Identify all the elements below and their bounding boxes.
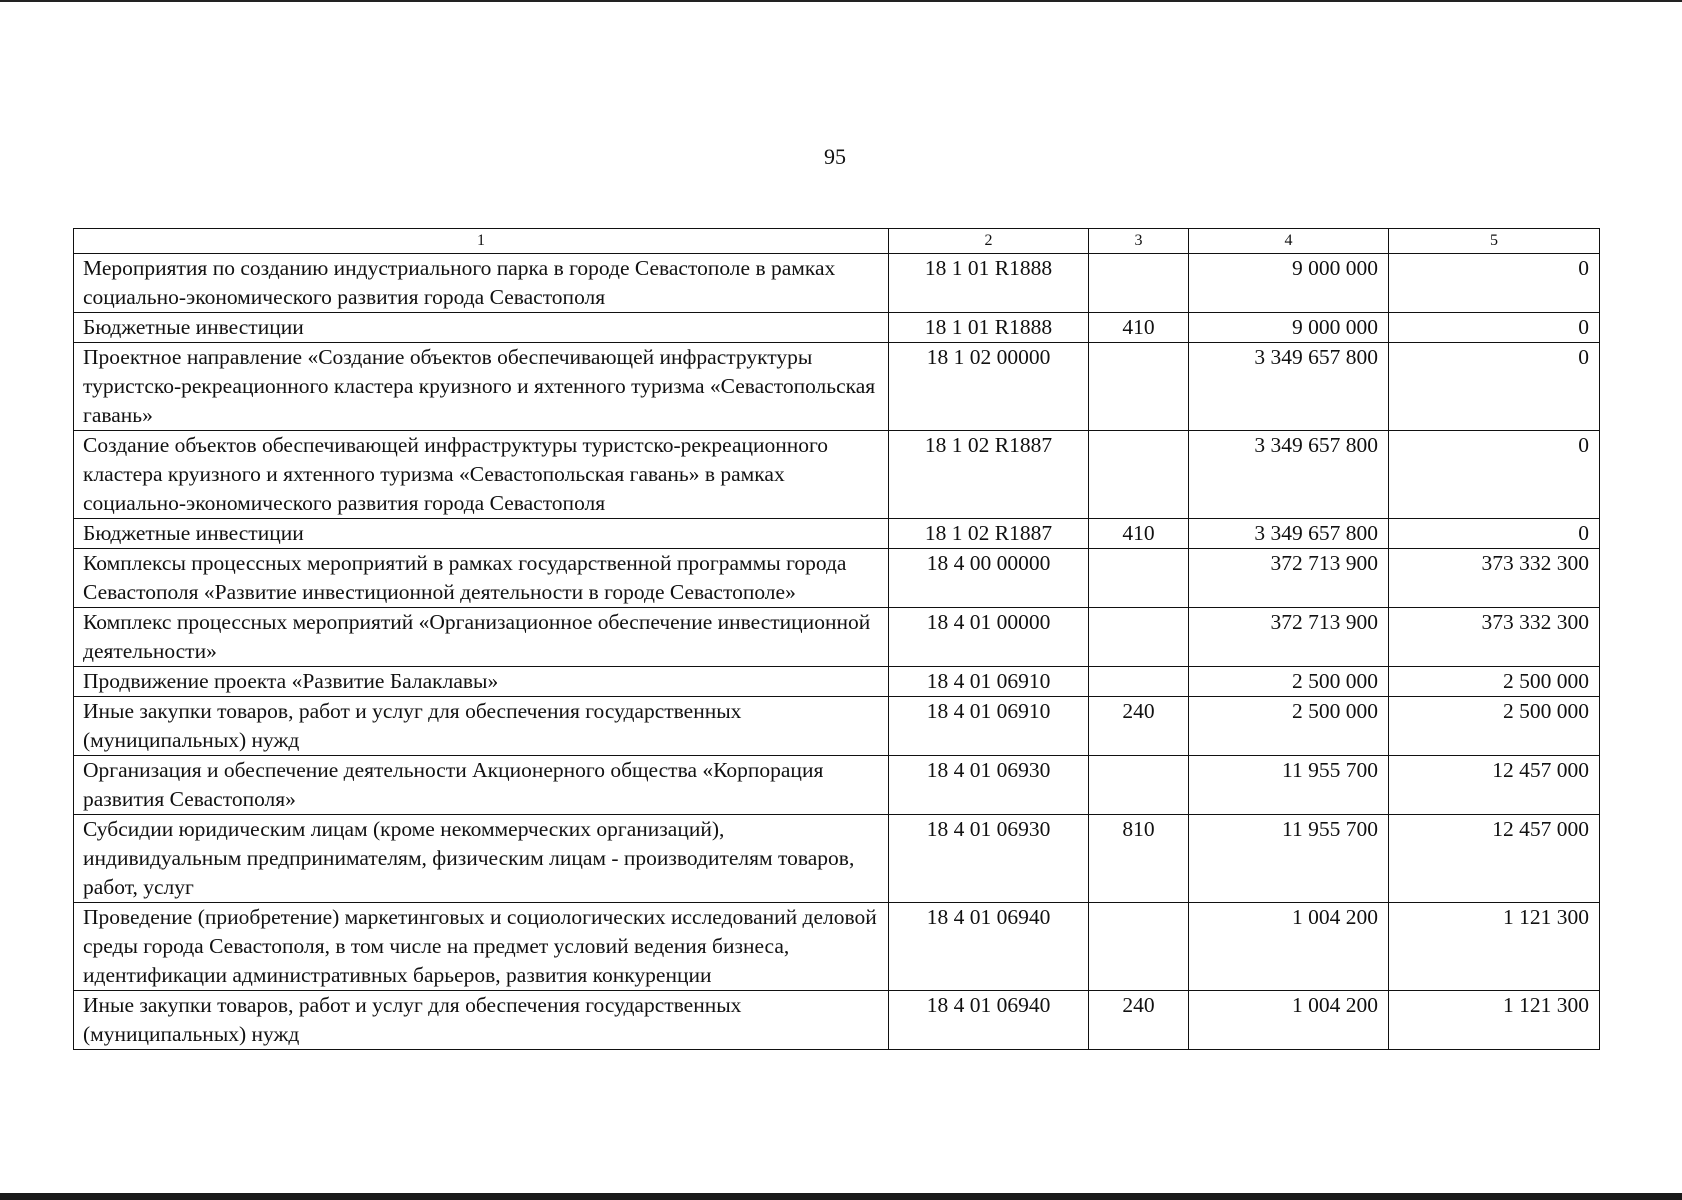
row-amount-col4: 9 000 000 [1189,313,1389,343]
header-col-4: 4 [1189,229,1389,254]
row-amount-col5: 2 500 000 [1389,697,1600,756]
row-amount-col5: 2 500 000 [1389,667,1600,697]
table-row [74,608,1600,667]
table-row [74,431,1600,519]
row-amount-col4: 11 955 700 [1189,815,1389,903]
row-code: 18 4 01 06930 [889,815,1089,903]
row-code: 18 4 01 06910 [889,667,1089,697]
row-amount-col4: 3 349 657 800 [1189,519,1389,549]
row-name: Комплексы процессных мероприятий в рамках государственной программы города Севастополя «Развитие инвестиционной деятельности в городе Севастополе» [74,549,889,608]
row-amount-col5: 0 [1389,431,1600,519]
row-expense-type: 810 [1089,815,1189,903]
row-code: 18 1 01 R1888 [889,254,1089,313]
table-row [74,756,1600,815]
row-name: Иные закупки товаров, работ и услуг для обеспечения государственных (муниципальных) нужд [74,991,889,1050]
row-code: 18 1 01 R1888 [889,313,1089,343]
row-name: Бюджетные инвестиции [74,519,889,549]
row-name: Иные закупки товаров, работ и услуг для обеспечения государственных (муниципальных) нужд [74,697,889,756]
row-expense-type: 240 [1089,991,1189,1050]
row-expense-type: 410 [1089,313,1189,343]
row-code: 18 1 02 R1887 [889,519,1089,549]
table-row [74,667,1600,697]
row-name: Проведение (приобретение) маркетинговых и социологических исследований деловой среды города Севастополя, в том числе на предмет условий ведения бизнеса, идентификации административных барьеров, развития конкуренции [74,903,889,991]
row-amount-col4: 2 500 000 [1189,697,1389,756]
header-col-5: 5 [1389,229,1600,254]
row-amount-col4: 2 500 000 [1189,667,1389,697]
table-row [74,903,1600,991]
row-code: 18 1 02 00000 [889,343,1089,431]
header-col-3: 3 [1089,229,1189,254]
row-amount-col4: 372 713 900 [1189,608,1389,667]
row-code: 18 4 01 06910 [889,697,1089,756]
row-expense-type [1089,667,1189,697]
row-expense-type: 410 [1089,519,1189,549]
table-row [74,991,1600,1050]
table-header-row [74,229,1600,254]
page-number: 95 [824,144,846,169]
row-amount-col4: 1 004 200 [1189,991,1389,1050]
table-row [74,815,1600,903]
row-expense-type [1089,549,1189,608]
row-code: 18 1 02 R1887 [889,431,1089,519]
row-name: Проектное направление «Создание объектов обеспечивающей инфраструктуры туристско-рекреационного кластера круизного и яхтенного туризма «Севастопольская гавань» [74,343,889,431]
header-col-2: 2 [889,229,1089,254]
row-amount-col5: 12 457 000 [1389,815,1600,903]
row-name: Комплекс процессных мероприятий «Организационное обеспечение инвестиционной деятельности» [74,608,889,667]
row-amount-col4: 9 000 000 [1189,254,1389,313]
table-row [74,549,1600,608]
row-code: 18 4 01 06940 [889,991,1089,1050]
table-row [74,254,1600,313]
row-expense-type [1089,431,1189,519]
row-code: 18 4 01 06940 [889,903,1089,991]
row-name: Бюджетные инвестиции [74,313,889,343]
row-amount-col5: 12 457 000 [1389,756,1600,815]
row-amount-col5: 0 [1389,343,1600,431]
row-amount-col4: 11 955 700 [1189,756,1389,815]
row-expense-type [1089,254,1189,313]
row-name: Продвижение проекта «Развитие Балаклавы» [74,667,889,697]
table-row [74,697,1600,756]
row-expense-type: 240 [1089,697,1189,756]
row-code: 18 4 01 06930 [889,756,1089,815]
row-name: Создание объектов обеспечивающей инфраструктуры туристско-рекреационного кластера круизного и яхтенного туризма «Севастопольская гавань» в рамках социально-экономического развития города Севастополя [74,431,889,519]
row-expense-type [1089,756,1189,815]
row-amount-col4: 3 349 657 800 [1189,431,1389,519]
row-expense-type [1089,608,1189,667]
row-name: Организация и обеспечение деятельности Акционерного общества «Корпорация развития Севастополя» [74,756,889,815]
header-col-1: 1 [74,229,889,254]
row-code: 18 4 01 00000 [889,608,1089,667]
row-expense-type [1089,903,1189,991]
row-code: 18 4 00 00000 [889,549,1089,608]
scan-border-top [0,0,1682,2]
row-amount-col5: 1 121 300 [1389,991,1600,1050]
row-amount-col4: 1 004 200 [1189,903,1389,991]
table-row [74,343,1600,431]
row-amount-col5: 0 [1389,519,1600,549]
table-row [74,313,1600,343]
budget-table [73,228,1600,1050]
row-amount-col4: 372 713 900 [1189,549,1389,608]
row-amount-col5: 373 332 300 [1389,549,1600,608]
row-amount-col5: 373 332 300 [1389,608,1600,667]
row-amount-col5: 0 [1389,313,1600,343]
row-name: Субсидии юридическим лицам (кроме некоммерческих организаций), индивидуальным предпринимателям, физическим лицам - производителям товаров, работ, услуг [74,815,889,903]
row-expense-type [1089,343,1189,431]
row-amount-col5: 0 [1389,254,1600,313]
row-amount-col4: 3 349 657 800 [1189,343,1389,431]
row-name: Мероприятия по созданию индустриального парка в городе Севастополе в рамках социально-экономического развития города Севастополя [74,254,889,313]
table-row [74,519,1600,549]
row-amount-col5: 1 121 300 [1389,903,1600,991]
scan-border-bottom [0,1193,1682,1200]
